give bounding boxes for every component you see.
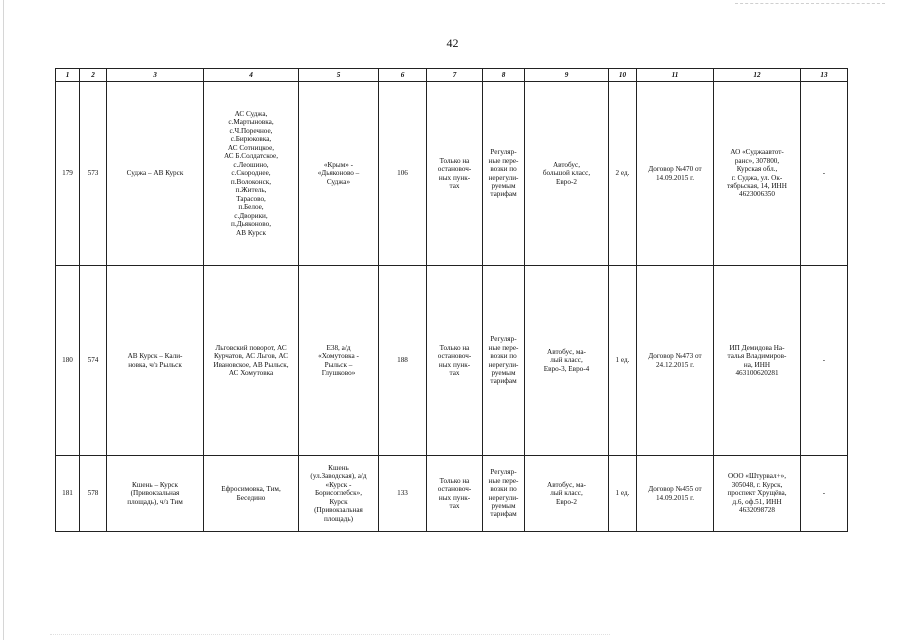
cell-roads: Кшень (ул.Заводская), а/д «Курск - Борисоглебск», Курск (Привокзальная площадь)	[299, 456, 379, 532]
cell-stops: АС Суджа, с.Мартыновка, с.Ч.Поречное, с.Бирюковка, АС Сотницкое, АС Б.Солдатское, с.Леошино, с.Скороднее, п.Волоконск, п.Житель, Тарасово, п.Белое, с.Дворики, п.Дьяконово, АВ Курск	[204, 82, 299, 266]
cell-stops: Льговский поворот, АС Курчатов, АС Льгов, АС Ивановское, АВ Рыльск, АС Хомутовка	[204, 266, 299, 456]
cell-boarding-order: Только на остановоч- ных пунк- тах	[427, 456, 483, 532]
cell-carrier: ООО «Штурвал+», 305048, г. Курск, проспект Хрущёва, д.6, оф.51, ИНН 4632098728	[714, 456, 801, 532]
cell-route-number: 574	[80, 266, 107, 456]
scan-left-edge	[3, 0, 4, 640]
cell-length: 188	[379, 266, 427, 456]
cell-note: -	[801, 82, 848, 266]
column-header: 12	[714, 69, 801, 82]
cell-carrier: АО «Суджаавтот- ранс», 307800, Курская обл., г. Суджа, ул. Ок- тябрьская, 14, ИНН 4623006350	[714, 82, 801, 266]
table-row	[56, 82, 848, 266]
cell-route-number: 573	[80, 82, 107, 266]
column-header: 7	[427, 69, 483, 82]
cell-stops: Ефросимовка, Тим, Беседино	[204, 456, 299, 532]
column-header: 3	[107, 69, 204, 82]
cell-transport-type: Регуляр- ные пере- возки по нерегули- руемым тарифам	[483, 456, 525, 532]
cell-carrier: ИП Демидова На- талья Владимиров- на, ИНН 463100620281	[714, 266, 801, 456]
cell-route-number: 578	[80, 456, 107, 532]
cell-transport-type: Регуляр- ные пере- возки по нерегули- руемым тарифам	[483, 82, 525, 266]
cell-transport-type: Регуляр- ные пере- возки по нерегули- руемым тарифам	[483, 266, 525, 456]
cell-vehicle: Автобус, ма- лый класс, Евро-2	[525, 456, 609, 532]
column-header: 9	[525, 69, 609, 82]
column-header: 10	[609, 69, 637, 82]
cell-boarding-order: Только на остановоч- ных пунк- тах	[427, 82, 483, 266]
column-header: 6	[379, 69, 427, 82]
routes-table	[55, 68, 848, 532]
cell-roads: «Крым» - «Дьяконово – Суджа»	[299, 82, 379, 266]
column-header: 4	[204, 69, 299, 82]
table-row	[56, 266, 848, 456]
cell-contract: Договор №455 от 14.09.2015 г.	[637, 456, 714, 532]
scan-top-mark	[735, 3, 885, 5]
cell-note: -	[801, 266, 848, 456]
page-number: 42	[446, 36, 459, 50]
column-header: 5	[299, 69, 379, 82]
routes-table-container	[55, 68, 847, 532]
cell-length: 133	[379, 456, 427, 532]
cell-vehicle: Автобус, большой класс, Евро-2	[525, 82, 609, 266]
cell-vehicle-count: 1 ед.	[609, 456, 637, 532]
cell-route-name: Кшень – Курск (Привокзальная площадь), ч/з Тим	[107, 456, 204, 532]
cell-length: 106	[379, 82, 427, 266]
cell-row-number: 179	[56, 82, 80, 266]
cell-route-name: АВ Курск – Кали- новка, ч/з Рыльск	[107, 266, 204, 456]
cell-row-number: 181	[56, 456, 80, 532]
cell-row-number: 180	[56, 266, 80, 456]
cell-vehicle-count: 1 ед.	[609, 266, 637, 456]
cell-vehicle: Автобус, ма- лый класс, Евро-3, Евро-4	[525, 266, 609, 456]
column-header: 11	[637, 69, 714, 82]
cell-boarding-order: Только на остановоч- ных пунк- тах	[427, 266, 483, 456]
column-header: 1	[56, 69, 80, 82]
cell-vehicle-count: 2 ед.	[609, 82, 637, 266]
table-row	[56, 456, 848, 532]
cell-contract: Договор №473 от 24.12.2015 г.	[637, 266, 714, 456]
cell-route-name: Суджа – АВ Курск	[107, 82, 204, 266]
column-header: 13	[801, 69, 848, 82]
scan-bottom-mark	[50, 634, 610, 636]
column-header: 2	[80, 69, 107, 82]
column-header: 8	[483, 69, 525, 82]
cell-note: -	[801, 456, 848, 532]
header-row	[56, 69, 848, 82]
cell-contract: Договор №470 от 14.09.2015 г.	[637, 82, 714, 266]
cell-roads: Е38, а/д «Хомутовка - Рыльск – Глушково»	[299, 266, 379, 456]
